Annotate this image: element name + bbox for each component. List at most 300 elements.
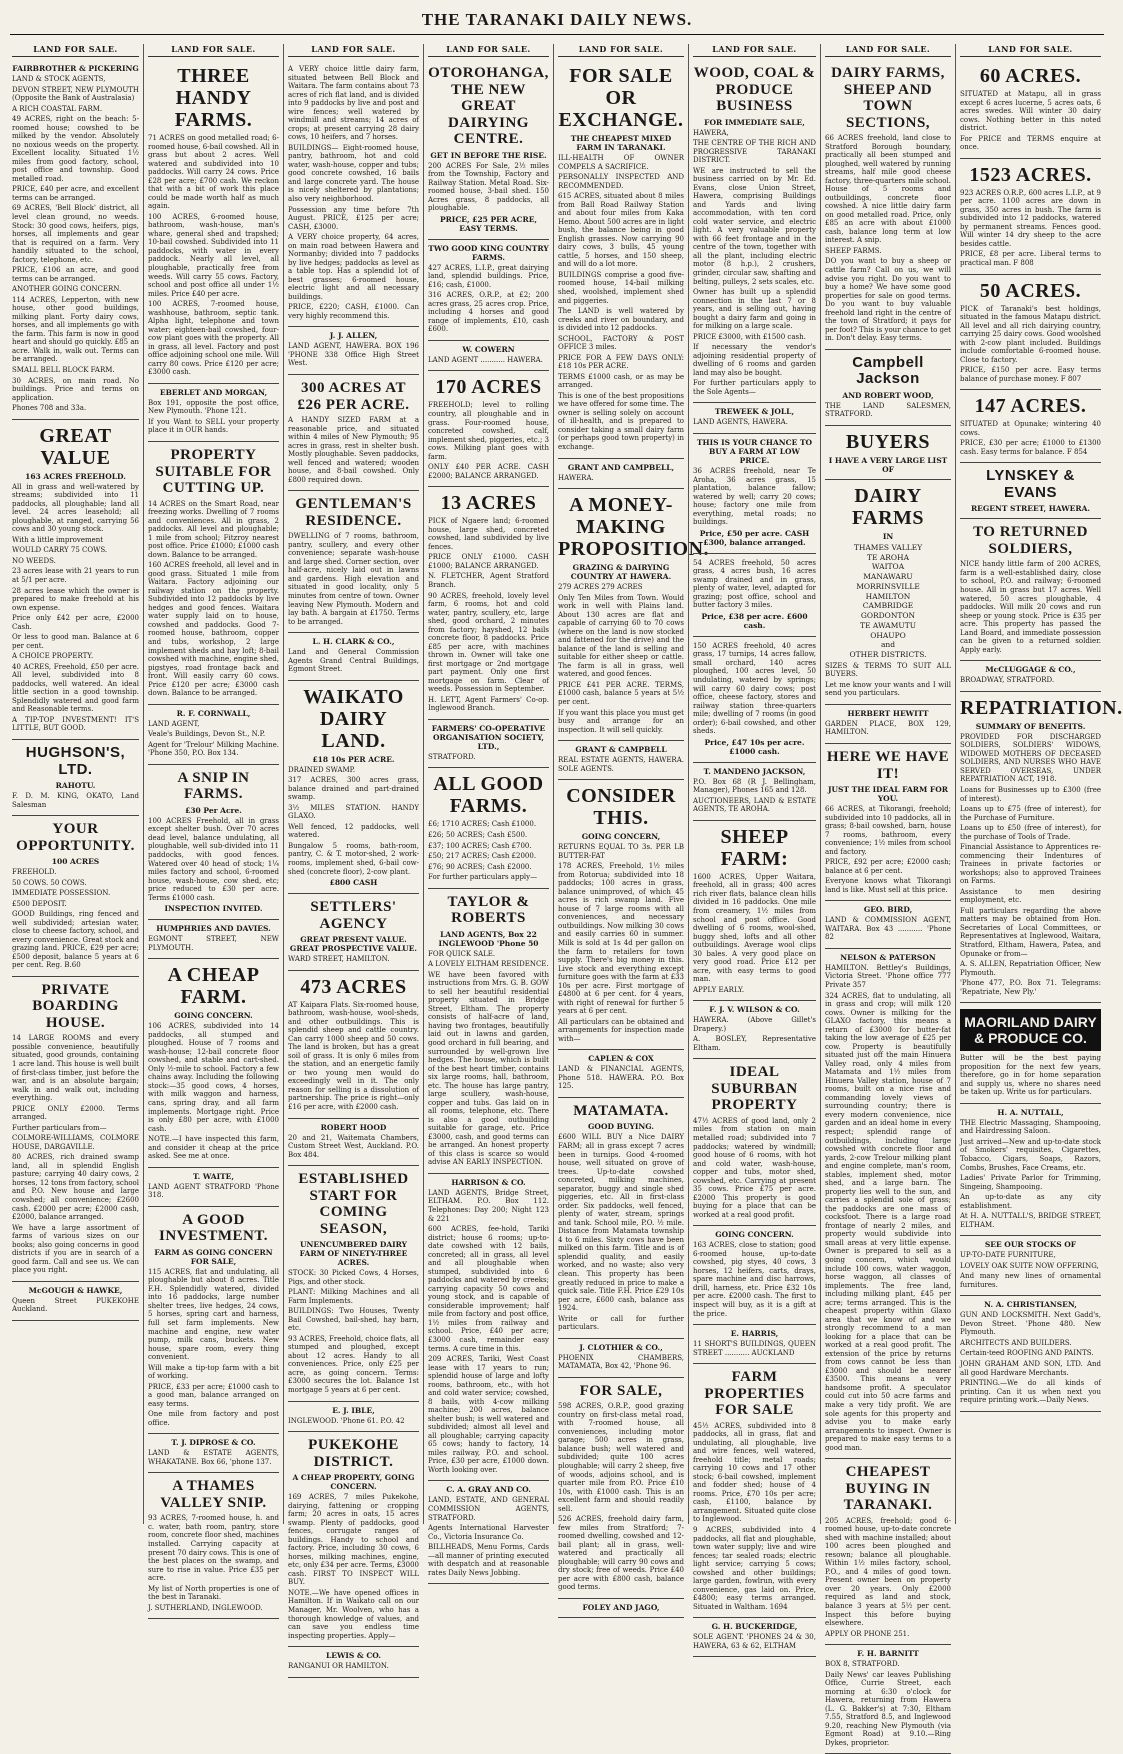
- ad-title: SHEEP FARM:: [720, 825, 789, 870]
- ad-subtitle: UNENCUMBERED DAIRY FARM OF NINETY-THREE ACRES.: [299, 1240, 408, 1268]
- ad-subtitle: GREAT PRESENT VALUE. GREAT PROSPECTIVE VALUE.: [289, 935, 418, 954]
- advertisement: [693, 60, 816, 403]
- ad-paragraph: BOX 8, STRATFORD.: [825, 1660, 900, 1669]
- advertisement: [693, 434, 816, 554]
- ad-paragraph: Butter will be the best paying proposition for the next few years, therefore, go in for home separation and supply us, where no shares need be taken up. Write us for particulars.: [960, 1054, 1101, 1097]
- column-4: [423, 44, 553, 1577]
- ad-paragraph: 28 acres lease which the owner is prepared to make freehold at his own expense.: [12, 586, 139, 612]
- ad-paragraph: LAND & COMMISSION AGENT, WAITARA. Box 43 ........... 'Phone 82: [825, 916, 951, 942]
- advertisement: [825, 949, 951, 1459]
- ad-paragraph: LAND AGENT STRATFORD 'Phone 318.: [148, 1182, 279, 1200]
- ad-paragraph: 50 COWS. 50 COWS.: [12, 878, 87, 887]
- ad-paragraph: ONLY £40 PER ACRE. CASH £2000; BALANCE ARRANGED.: [428, 463, 549, 480]
- advertisement: [288, 1647, 419, 1678]
- advertisement: [825, 426, 951, 480]
- ad-paragraph: HAWERA.: [558, 473, 594, 482]
- ad-paragraph: £6; 1710 ACRES; Cash £1000.: [428, 820, 537, 829]
- ad-subtitle: GET IN BEFORE THE RISE.: [430, 150, 547, 160]
- ad-paragraph: £26; 50 ACRES; Cash £500.: [428, 831, 528, 839]
- ad-title: 60 ACRES.: [979, 65, 1082, 87]
- ad-paragraph: A TIP-TOP INVESTMENT! IT'S LITTLE, BUT GOOD.: [12, 715, 139, 733]
- ad-paragraph: 178 ACRES, Freehold, 1½ miles from Rotorua; subdivided into 18 paddocks; 100 acres in grass, balance unimproved, of which 45 acres is rich swamp land. Five house of 7 large rooms with all conveniences, and necessary outbuildings. Now milking 30 cows and easily carries 60 in summer. Milk is sold at 1s 4d per gallon on the farm to retailers for town supply. There's big money in this. Live stock and everything except furniture goes with the farm at £33 10s per acre. First mortgage of £4800 at 6 per cent. for 4 years, with right of renewal for further 5 years at 6 per cent.: [558, 862, 684, 1016]
- ad-title: IDEAL SUBURBAN PROPERTY: [711, 1064, 798, 1114]
- advertisement: [960, 159, 1101, 275]
- advertisement: [288, 327, 419, 375]
- district-item: THAMES VALLEY: [853, 542, 923, 552]
- ad-title: 300 ACRES AT £26 PER ACRE.: [297, 380, 410, 413]
- advertisement: [693, 1618, 816, 1657]
- ad-paragraph: BUILDINGS: Two Houses, Twenty Bail Cowshed, bail-shed, hay barn, etc.: [288, 1307, 419, 1333]
- ad-paragraph: £76; 90 ACRES; Cash £2000.: [428, 862, 532, 871]
- ad-title: FARM PROPERTIES FOR SALE: [704, 1369, 805, 1419]
- ad-title: ESTABLISHED START FOR COMING SEASON,: [298, 1171, 409, 1237]
- ad-paragraph: 9 ACRES, subdivided into 4 paddocks, all flat and ploughable, town water supply; live and wire fences; tar sealed roads; electric light service; carrying 5 cows; cowshed and other buildings; large garden, fowlrun, with every convenience, gas laid on. Price, £4800; easy terms arranged. Situated in Waltham. 1694: [693, 1526, 816, 1611]
- ad-paragraph: LAND AGENTS, HAWERA.: [693, 418, 788, 427]
- ad-subtitle: A CHEAP PROPERTY, GOING CONCERN.: [292, 1473, 415, 1492]
- ad-paragraph: WE are instructed to sell the business carried on by Mr. Ed. Evans, close Union Street, Hawera, comprising Buildings and Yards and living accommodation, with ten cord cold water service, and electric light. A very valuable property with 66 feet frontage and in the centre of the town, together with all the plant, including electric motor (8 h.p.), 2 crushers, grinder, circular saw, shafting and belting, pulleys, 2 sets scales, etc.: [693, 166, 816, 286]
- advertisement: [428, 768, 549, 888]
- ad-paragraph: PRICE £3000, with £1500 cash.: [693, 332, 806, 341]
- advertisement: [558, 60, 684, 459]
- column-2: [143, 44, 283, 1612]
- ad-subtitle: 100 ACRES: [51, 857, 100, 867]
- ad-paragraph: NO WEEDS.: [12, 556, 56, 565]
- ad-paragraph: 14 LARGE ROOMS and every possible convenience, beautifully situated, good grounds, containing 1 acre land. This house is well built of first-class timber, just before the war, and is an absolute bargain; walk in and walk out, including everything.: [12, 1034, 139, 1103]
- ad-paragraph: H. LETT, Agent Farmers' Co-op. Inglewood Branch.: [428, 695, 549, 713]
- ad-title: A GOOD INVESTMENT.: [159, 1211, 268, 1245]
- ad-title: PUKEKOHE DISTRICT.: [308, 1437, 399, 1470]
- ad-subtitle: THIS IS YOUR CHANCE TO BUY A FARM AT LOW PRICE.: [696, 437, 813, 465]
- ad-paragraph: 40 ACRES, Freehold, £50 per acre. All level, subdivided into 8 paddocks, well watered. An ideal little section in a good township. Splendidly watered and good farm and Reasonable terms.: [12, 662, 139, 714]
- ad-paragraph: SMALL BELL BLOCK FARM.: [12, 366, 115, 374]
- ad-title: A SNIP IN FARMS.: [177, 769, 250, 803]
- ad-paragraph: We have a large assortment of farms of various sizes on our books; also going concerns in good districts if you are in search of a good farm. Call and see us. We can place you right.: [12, 1223, 139, 1275]
- ad-paragraph: APPLY OR PHONE 251.: [825, 1629, 910, 1638]
- advertisement: [148, 959, 279, 1168]
- ad-paragraph: A LOVELY ELTHAM RESIDENCE.: [428, 960, 549, 969]
- ad-price: Price, £47 10s per acre. £1000 cash.: [704, 737, 805, 756]
- ad-paragraph: PERSONALLY INSPECTED AND RECOMMENDED.: [558, 173, 684, 190]
- ad-paragraph: 49 ACRES, right on the beach: 5-roomed house; cowshed to be milked by the vendor. Absolutely no noxious weeds on the property. Excellent locality. Situated 1½ miles from good factory, school, post office and township. Good metalled road.: [12, 115, 139, 183]
- advertisement: [288, 375, 419, 491]
- advertisement: [693, 403, 816, 434]
- advertisement: [960, 1003, 1101, 1104]
- advertisement: [148, 1207, 279, 1435]
- ad-paragraph: PRICE FOR A FEW DAYS ONLY: £18 10s PER ACRE.: [558, 353, 684, 371]
- ad-paragraph: NICE handy little farm of 200 ACRES, farm is a well-established dairy, close to school, P.O. and railway; 6-roomed house. All in grass but 17 acres. Well watered, 50 acres ploughable, 4 paddocks. Will milk 20 cows and run sheep or young stock. Price is £35 per acre. This property has passed the Land Board, and immediate possession can be given to a returned soldier. Apply early.: [960, 560, 1101, 654]
- ad-paragraph: 115 ACRES, flat and undulating, all ploughable but about 8 acres. Title F.H. Splendidly watered, divided into 16 paddocks, large number shelter trees, live hedges, 24 cows, 5 horses, spring cart and harness, full set farm implements. New machine and engine, new water pump, milk cans, buckets. New house, spare room, every thing convenient.: [148, 1267, 279, 1362]
- ad-subtitle: HARRISON & CO.: [451, 1177, 526, 1187]
- ad-paragraph: 150 ACRES freehold, 40 acres grass, 17 turnips, 14 acres fallow, small orchard, 140 acres ploughed, 100 acres level, 50 undulating, watered by springs; will carry 60 dairy cows; post office, cheese factory, stores and railway station three-quarters mile; dwelling of 7 rooms (in good order); 6-bail cowshed, and other sheds.: [693, 641, 816, 736]
- ad-subtitle: GOING CONCERN.: [715, 1230, 794, 1240]
- ad-paragraph: BUILDINGS— Eight-roomed house, pantry, bathroom, hot and cold water, wash-house, copper and tubs; good concrete cowshed, 16 bails and large concrete yard. The house is nicely sheltered by plantations; also very neighborhood.: [288, 143, 419, 203]
- ad-paragraph: COLMORE-WILLIAMS, COLMORE HOUSE, DARGAVILLE.: [12, 1134, 139, 1151]
- ad-paragraph: 93 ACRES, Freehold, choice flats, all stumped and ploughed, except about 12 acres. Handy to all conveniences. Price, only £25 per acre, as going concern. Terms: £3000 secures the lot. Balance 1st mortgage 5 years at 6 per cent.: [288, 1334, 419, 1394]
- ad-paragraph: J. SUTHERLAND, INGLEWOOD.: [148, 1603, 263, 1612]
- ad-paragraph: EGMONT STREET, NEW PLYMOUTH.: [148, 935, 279, 952]
- advertisement: [825, 1645, 951, 1754]
- ad-paragraph: PROVIDED FOR DISCHARGED SOLDIERS, SOLDIERS' WIDOWS, WIDOWED MOTHERS OF DECEASED SOLDIERS, AND NURSES WHO HAVE SERVED OVERSEAS, UNDER REPATRIATION ACT, 1918.: [960, 732, 1101, 784]
- ad-paragraph: AUCTIONEERS, LAND & ESTATE AGENTS, TE AROHA.: [693, 796, 816, 814]
- ad-paragraph: 45½ ACRES, subdivided into 8 paddocks, all in grass, flat and undulating, all ploughable, live and wire fences, well watered, freehold title; metal roads; carrying 10 cows and 17 other stock; 6-bail cowshed, implement and fodder shed; house of 4 rooms. Price, £70 10s per acre; cash, £1100, balance by arrangement. Situated quite close to Inglewood.: [693, 1421, 816, 1524]
- advertisement: [558, 489, 710, 741]
- ad-paragraph: Certain-teed ROOFING AND PAINTS.: [960, 1349, 1094, 1358]
- ad-paragraph: BROADWAY, STRATFORD.: [960, 676, 1055, 685]
- ad-subtitle: LAND AGENTS, Box 22 INGLEWOOD 'Phone 50: [438, 929, 539, 948]
- district-item: TE AWAMUTU: [859, 620, 917, 630]
- ad-paragraph: INGLEWOOD. 'Phone 61. P.O. 42: [288, 1416, 405, 1425]
- ad-subtitle: E. HARRIS,: [730, 1329, 779, 1339]
- ad-title: CHEAPEST BUYING IN TARANAKI.: [843, 1464, 933, 1514]
- advertisement: [960, 519, 1101, 661]
- ad-subtitle: I HAVE A VERY LARGE LIST OF: [828, 455, 948, 474]
- advertisement: [558, 741, 684, 780]
- column-6: [688, 44, 820, 1650]
- ad-subtitle: W. COWERN: [462, 344, 515, 354]
- ad-subtitle: FOR IMMEDIATE SALE,: [704, 117, 805, 127]
- ad-paragraph: 169 ACRES, 7 miles Pukekohe, dairying, fattening or cropping farm; 20 acres in oats, 15 acres swamp. Plenty of paddocks, good fences, corrugate ranges of buildings. Handy to school and factory. Price, including 30 cows, 6 horses, milking machines, engine, etc, only £34 per acre. Terms, £3000 cash. FIRST TO INSPECT WILL BUY.: [288, 1493, 419, 1587]
- advertisement: [12, 60, 139, 420]
- advertisement: [288, 491, 419, 633]
- ad-paragraph: ILL-HEALTH OF OWNER COMPELS A SACRIFICE.: [558, 154, 684, 171]
- advertisement: [288, 1166, 419, 1401]
- ad-title: GENTLEMAN'S RESIDENCE.: [295, 496, 412, 529]
- ad-paragraph: PLANT: Milking Machines and all Farm Implements.: [288, 1288, 419, 1305]
- ad-paragraph: GARDEN PLACE, BOX 129, HAMILTON.: [825, 719, 951, 737]
- ad-title: A CHEAP FARM.: [167, 964, 260, 1009]
- ad-paragraph: 106 ACRES, subdivided into 14 paddocks, all stumped and ploughed. House of 7 rooms and wash-house; 12-bail concrete floor cowshed, and stable and cart-shed. Only ½-mile to school. Factory a few chains away. Including the following stock:—35 good cows, 4 horses, with milk waggon and harness, cans, spring dray, and all farm implements. Mortgage right. Price is only £80 per acre, with £1000 cash.: [148, 1022, 279, 1133]
- advertisement: [148, 705, 279, 765]
- ad-paragraph: Write or call for further particulars.: [558, 1314, 684, 1332]
- ad-paragraph: STOCK: 30 Picked Cows, 4 Horses, Pigs, and other stock.: [288, 1269, 419, 1286]
- ad-title: CONSIDER THIS.: [566, 785, 676, 830]
- advertisement: [693, 1325, 816, 1364]
- ad-title: 170 ACRES: [435, 376, 542, 399]
- ad-price: £800 CASH: [329, 878, 378, 888]
- ad-paragraph: Everyone knows what Tikorangi land is like. Must sell at this price.: [825, 877, 951, 894]
- advertisement: [960, 390, 1101, 463]
- ad-subtitle: SEE OUR STOCKS OF: [984, 1240, 1077, 1250]
- ad-paragraph: FREEHOLD; level to rolling country, all ploughable and in grass. Four-roomed house, concreted cowshed, calf, implement shed, piggeries, etc.; 3 cows. Milking plant goes with farm.: [428, 401, 549, 461]
- ad-title: TAYLOR & ROBERTS: [447, 893, 530, 927]
- advertisement: [960, 275, 1101, 391]
- ad-paragraph: DEVON STREET, NEW PLYMOUTH (Opposite the Bank of Australasia): [12, 85, 139, 103]
- ad-subtitle: 163 ACRES FREEHOLD.: [25, 471, 126, 481]
- ad-title: YOUR OPPORTUNITY.: [16, 821, 135, 854]
- masthead: [0, 0, 1114, 40]
- advertisement: [288, 681, 419, 894]
- ad-paragraph: SITUATED at Opunake; wintering 40 cows.: [960, 420, 1101, 437]
- ad-paragraph: SITUATED at Matapu, all in grass except 6 acres lucerne, 5 acres oats, 6 acres swedes. Will winter 30 dairy cows. Nothing better in this noted district.: [960, 90, 1101, 133]
- column-8: [955, 44, 1123, 1524]
- ad-paragraph: Will make a tip-top farm with a bit of working.: [148, 1363, 279, 1381]
- ad-paragraph: 205 ACRES, freehold; good 6-roomed house, up-to-date concrete shed with machine installed; about 100 acres been ploughed and resown; balance all ploughable. Within 1½ miles factory, school, P.O., and 4 miles of good town. Present owner been on property over 20 years. Only £2000 required as land and stock, balance 3 years at 5½ per cent. Inspect this before buying elsewhere.: [825, 1516, 951, 1628]
- advertisement: [558, 1050, 684, 1098]
- advertisement: [288, 1432, 419, 1647]
- ad-paragraph: A HANDY SIZED FARM at a reasonable price, and situated within 4 miles of New Plymouth; 95 acres in grass, rest in shelter bush. Mostly ploughable. Seven paddocks, well fenced and watered; wooden house, and 8-bail cowshed. Only £800 required down.: [288, 416, 419, 484]
- advertisement: [960, 661, 1101, 692]
- ad-subtitle: FARM AS GOING CONCERN FOR SALE,: [154, 1247, 273, 1266]
- ad-paragraph: 'Phone 477, P.O. Box 71. Telegrams: 'Repatriate, New Ply.': [960, 979, 1101, 996]
- ad-paragraph: A RICH COASTAL FARM.: [12, 104, 103, 113]
- ad-subtitle: £18 10s PER ACRE.: [312, 754, 395, 764]
- ad-subtitle: GRANT AND CAMPBELL,: [567, 462, 675, 472]
- ad-paragraph: Queen Street PUKEKOHE Auckland.: [12, 1296, 139, 1314]
- ad-paragraph: PHOENIX CHAMBERS, MATAMATA, Box 42, 'Phone 96.: [558, 1353, 684, 1371]
- ad-subtitle: GOING CONCERN,: [581, 832, 661, 842]
- ad-title: PRIVATE BOARDING HOUSE.: [32, 981, 119, 1031]
- ad-title: WOOD, COAL & PRODUCE BUSINESS: [693, 65, 816, 114]
- ad-subtitle: £30 Per Acre.: [185, 805, 242, 815]
- ad-paragraph: THE Electric Massaging, Shampooing, and Hairdressing Saloon.: [960, 1118, 1101, 1136]
- ad-paragraph: Loans up to £50 (free of interest), for the purchase of Tools of Trade.: [960, 824, 1101, 841]
- district-item: OTHER DISTRICTS.: [849, 650, 927, 660]
- ad-title: HUGHSON'S, LTD.: [25, 744, 126, 778]
- advertisement: [825, 1459, 951, 1645]
- ad-paragraph: BUILDINGS comprise a good five-roomed house, 14-bail milking shed, woolshed, implement shed and piggeries.: [558, 270, 684, 305]
- district-item: WAITOA: [871, 562, 905, 572]
- ad-subtitle: F. J. V. WILSON & CO.: [709, 1005, 800, 1015]
- advertisement: [12, 1282, 139, 1321]
- ad-subtitle: SUMMARY OF BENEFITS.: [975, 721, 1086, 731]
- ad-paragraph: SIZES & TERMS TO SUIT ALL BUYERS.: [825, 661, 951, 679]
- ad-paragraph: If you Want to SELL your property place it in OUR hands.: [148, 417, 279, 435]
- ad-paragraph: F. D. M. KING, OKATO, Land Salesman: [12, 792, 139, 809]
- ad-title: THREE HANDY FARMS.: [174, 65, 253, 131]
- ad-paragraph: 54 ACRES freehold, 50 acres grass, 4 acres bush, 16 acres swamp drained and in grass, plenty of water, level, adapted for grazing; post office, school and butter factory 3 miles.: [693, 558, 816, 610]
- ad-paragraph: Further particulars from—: [12, 1123, 107, 1132]
- ad-paragraph: SHEEP FARMS.: [825, 246, 882, 255]
- column-heading: LAND FOR SALE.: [12, 44, 139, 57]
- ad-paragraph: 600 ACRES, fee-hold, Tariki district; house 6 rooms; up-to-date cowshed with 12 bails, concreted; all in grass, all level and all ploughable when stumped, subdivided into 6 paddocks and watered by creeks; carrying capacity 50 cows and young stock, and is capable of considerable improvement; half mile from factory and post office, 1½ miles from railway and school. Price, £40 per acre; £3000 cash, remainder easy terms. A cure time in this.: [428, 1225, 549, 1353]
- ad-paragraph: LAND & FINANCIAL AGENTS, Phone 518. HAWERA. P.O. Box 125.: [558, 1065, 684, 1091]
- ad-subtitle: FARMERS' CO-OPERATIVE ORGANISATION SOCIETY, LTD.,: [431, 723, 546, 751]
- ad-paragraph: All in grass and well-watered by streams; subdivided into 11 paddocks, all ploughable; land all level. 24 acres leasehold; all ploughable, at ranged, carrying 56 cows and 30 young stock.: [12, 482, 139, 534]
- ad-title: DAIRY FARMS: [851, 484, 925, 529]
- ad-price: PRICE, £25 PER ACRE, EASY TERMS.: [439, 214, 538, 233]
- ad-paragraph: TERMS £1000 cash, or as may be arranged.: [558, 372, 684, 390]
- ad-subtitle: T. MANDENO JACKSON,: [703, 766, 806, 776]
- ad-paragraph: 20 and 21, Waitemata Chambers, Custom Street West, Auckland. P.O. Box 484.: [288, 1133, 419, 1159]
- ad-paragraph: FOR QUICK SALE.: [428, 949, 496, 958]
- ad-paragraph: PRICE, £220; CASH, £1000. Can very highly recommend this.: [288, 303, 419, 320]
- district-item: HAMILTON: [865, 591, 911, 601]
- district-item: CAMBRIDGE: [862, 601, 914, 611]
- ad-paragraph: PRICE ONLY £2000. Terms arranged.: [12, 1104, 139, 1122]
- ad-paragraph: LAND AGENTS, Bridge Street, ELTHAM. P.O. Box 112. Telephones: Day 200; Night 123 & 221: [428, 1188, 549, 1223]
- advertisement: [148, 384, 279, 442]
- ad-title: FOR SALE OR EXCHANGE.: [558, 65, 684, 131]
- ad-subtitle: GRAZING & DAIRYING COUNTRY AT HAWERA.: [570, 563, 672, 582]
- ad-paragraph: THE CENTRE OF THE RICH AND PROGRESSIVE TARANAKI DISTRICT.: [693, 139, 816, 165]
- advertisement: [693, 763, 816, 821]
- column-heading: LAND FOR SALE.: [825, 44, 951, 57]
- ad-paragraph: Or less to good man. Balance at 6 per cent.: [12, 633, 139, 650]
- ad-subtitle: McGOUGH & HAWKE,: [28, 1285, 123, 1295]
- ad-paragraph: At H. A. NUTTALL'S, BRIDGE STREET, ELTHAM.: [960, 1212, 1101, 1229]
- ad-title: REPATRIATION.: [960, 696, 1123, 719]
- ad-title: OTOROHANGA, THE NEW GREAT DAIRYING CENTRE.: [428, 65, 549, 147]
- ad-paragraph: ARCHITECTS AND BUILDERS.: [960, 1338, 1072, 1347]
- ad-paragraph: With a little improvement: [12, 535, 104, 544]
- ad-subtitle: N. A. CHRISTIANSEN,: [984, 1300, 1077, 1310]
- advertisement: [693, 821, 816, 1001]
- ad-paragraph: A CHOICE PROPERTY.: [12, 652, 94, 661]
- ad-paragraph: £50; 217 ACRES; Cash £2000.: [428, 852, 537, 861]
- ad-subtitle: REGENT STREET, HAWERA.: [970, 504, 1091, 514]
- ad-paragraph: Box 191, opposite the post office, New Plymouth. 'Phone 121.: [148, 398, 279, 416]
- ad-subtitle: HERBERT HEWITT: [847, 708, 929, 718]
- advertisement: [428, 60, 549, 240]
- ad-paragraph: HAWERA,: [693, 128, 729, 137]
- ad-paragraph: FREEHOLD.: [12, 868, 57, 877]
- column-heading: LAND FOR SALE.: [148, 44, 279, 57]
- ad-title: GREAT VALUE: [39, 424, 112, 469]
- ad-paragraph: £37; 100 ACRES; Cash £700.: [428, 841, 532, 850]
- ad-paragraph: GUN AND LOCKSMITH. Next Gadd's, Devon Street. 'Phone 480. New Plymouth.: [960, 1311, 1101, 1337]
- advertisement: [12, 977, 139, 1282]
- ad-title: 147 ACRES.: [974, 395, 1087, 418]
- ad-subtitle: CAPLEN & COX: [588, 1054, 654, 1064]
- ad-paragraph: STRATFORD.: [428, 752, 476, 761]
- column-1: [8, 44, 143, 1524]
- ad-paragraph: One mile from factory and post office.: [148, 1410, 279, 1427]
- ad-paragraph: P.O. Box 68 (R J. Bellingham, Manager), Phones 165 and 128.: [693, 777, 816, 795]
- advertisement: [960, 1296, 1101, 1411]
- ad-subtitle: C. A. GRAY AND CO.: [446, 1485, 531, 1495]
- column-heading: LAND FOR SALE.: [960, 44, 1101, 57]
- ad-paragraph: JOHN GRAHAM AND SON, LTD. And all good Hardware Merchants.: [960, 1360, 1101, 1377]
- advertisement: [428, 487, 549, 720]
- advertisement: [558, 1098, 684, 1339]
- ad-paragraph: 100 ACRES Freehold, all in grass except shelter bush. Over 70 acres dead level, balance undulating, all ploughable, well sub-divided into 11 paddocks, with good fences. Watered over 40 head of stock; 1¼ miles factory and school, 6-roomed house, wash-house, cow shed, etc; price reduced to £30 per acre. Terms £1000 cash.: [148, 816, 279, 902]
- advertisement: [428, 371, 549, 487]
- ad-paragraph: Ladies' Private Parlor for Trimming, Singeing, Shampooing.: [960, 1174, 1101, 1191]
- ad-title: 1523 ACRES.: [969, 163, 1092, 186]
- advertisement: [428, 1174, 549, 1482]
- ad-paragraph: WOULD CARRY 75 COWS.: [12, 546, 108, 555]
- ad-title: ALL GOOD FARMS.: [433, 773, 544, 818]
- advertisement: [428, 889, 549, 1174]
- ad-paragraph: 100 ACRES, 7-roomed house, washhouse, bathroom, septic tank. Alpha light, telephone and town water; eighteen-bail cowshed, four-cow plant goes with the property. All in grass, all level. Factory and post office adjoining school one mile. Will carry 80 cows. Price £120 per acre; £3000 cash.: [148, 300, 279, 377]
- ad-title: PROPERTY SUITABLE FOR CUTTING UP.: [155, 447, 272, 496]
- ad-price: INSPECTION INVITED.: [164, 904, 263, 914]
- ad-paragraph: 598 ACRES, O.R.P., good grazing country on first-class metal road, with 7-roomed house, all conveniences, including motor garage; 500 acres in grass, balance bush; well watered and subdivided; quite 100 acres ploughable; will carry 2 sheep, five of woods, adjoins school, and is quarter mile from P.O. Price £10 10s, with £1000 cash. This is an excellent farm and should readily sell.: [558, 1402, 684, 1513]
- ad-subtitle: ROBERT HOOD: [320, 1122, 387, 1132]
- ad-paragraph: DWELLING of 7 rooms, bathroom, pantry, scullery, and every other convenience; separate wash-house and large shed. Corner section, over half-acre, nicely laid out in lawns and gardens. High elevation and situated in good locality, only 5 minutes from centre of town. Owner leaving New Plymouth. Modern and lay bath. A bargain at £1750. Terms to be arranged.: [288, 532, 419, 626]
- advertisement: [960, 1104, 1101, 1236]
- ad-paragraph: 66 ACRES, at Tikorangi, freehold; subdivided into 10 paddocks, all in grass; 8-bail cowshed, barn, house 7 rooms, bathroom, every convenience; 1½ miles from school and factory.: [825, 805, 951, 856]
- ad-subtitle: FOLEY AND JAGO,: [582, 1602, 660, 1612]
- ad-paragraph: A VERY choice property, 64 acres, on main road between Hawera and Normanby; divided into 7 paddocks by live hedges; paddocks as level as a table top. Has a splendid lot of best grasses; 6-roomed house, electric light and all necessary buildings.: [288, 233, 419, 301]
- ad-paragraph: N. FLETCHER, Agent Stratford Branch.: [428, 572, 549, 589]
- advertisement: [428, 720, 549, 769]
- ad-subtitle: THE CHEAPEST MIXED FARM IN TARANAKI.: [570, 134, 672, 152]
- ad-subtitle: G. H. BUCKERIDGE,: [711, 1622, 798, 1632]
- ad-paragraph: APPLY EARLY.: [693, 985, 745, 994]
- ad-subtitle: E. J. IBLE,: [332, 1405, 375, 1415]
- advertisement: [693, 554, 816, 637]
- ad-paragraph: PRICE, £8 per acre. Liberal terms to practical man. F 808: [960, 250, 1101, 267]
- ad-paragraph: Well fenced, 12 paddocks, well watered.: [288, 822, 419, 840]
- ad-subtitle: TREWEEK & JOLL,: [714, 407, 795, 417]
- ad-paragraph: For further particulars apply—: [428, 873, 538, 882]
- ad-paragraph: RETURNS EQUAL TO 3s. PER LB BUTTER-FAT: [558, 843, 684, 860]
- ad-paragraph: PRICE, £33 per acre; £1000 cash to a good man, balance arranged on easy terms.: [148, 1382, 279, 1408]
- ad-paragraph: WARD STREET, HAMILTON.: [288, 955, 390, 964]
- ad-paragraph: NOTE.—I have inspected this farm, and consider it cheap at the price asked. See me at once.: [148, 1135, 279, 1161]
- newspaper-title: THE TARANAKI DAILY NEWS.: [421, 10, 693, 29]
- ad-subtitle: GOOD BUYING.: [588, 1122, 654, 1132]
- ad-paragraph: 71 ACRES on good metalled road; 6-roomed house, 6-bail cowshed. All in grass but about 2 acres. Well watered and subdivided into 10 paddocks. Will carry 24 cows. Price £28 per acre; £700 cash. We reckon that with a bit of work this place could be made worth half as much again.: [148, 134, 279, 211]
- advertisement: [558, 459, 684, 490]
- ad-subtitle: FAIRBROTHER & PICKERING: [12, 64, 139, 73]
- ad-paragraph: 14 ACRES on the Smart Road, near freezing works. Dwelling of 7 rooms and conveniences. All in grass, 2 paddocks. All level and ploughable; 1 mile from school; Fitzroy nearest post office. Price £1000; £1000 cash down. Balance to be arranged.: [148, 499, 279, 559]
- ad-paragraph: PRICE, £150 per acre. Easy terms balance of purchase money. F 807: [960, 366, 1101, 383]
- advertisement: [288, 1402, 419, 1433]
- ad-paragraph: Loans up to £75 (free of interest), for the Purchase of Furniture.: [960, 805, 1101, 822]
- ad-paragraph: 23 acres lease with 21 years to run at 5/1 per acre.: [12, 567, 139, 584]
- ad-title: A THAMES VALLEY SNIP.: [160, 1478, 267, 1511]
- district-item: GORDONTON: [860, 611, 916, 621]
- advertisement: [693, 1001, 816, 1059]
- column-heading: LAND FOR SALE.: [428, 44, 549, 57]
- ad-paragraph: 1600 ACRES, Upper Waitara, freehold, all in grass; 400 acres rich river flats, balance clean hills divided in 16 paddocks. One mile from creamery, 1½ miles from school and post office. Good dwelling of 6 rooms, wool-shed, buggy shed, lofts and all other outbuildings. Average wool clips 30 bales. A very good place on very good road. Price £12 per acre, with easy terms to good man.: [693, 872, 816, 984]
- ad-paragraph: An up-to-date as any city establishment.: [960, 1193, 1101, 1210]
- masthead-rule: [10, 34, 1104, 35]
- ad-subtitle: TWO GOOD KING COUNTRY FARMS.: [428, 243, 549, 262]
- ad-paragraph: PRINTING.—We do all kinds of printing. Can it us when next you require printing work.—Daily News.: [960, 1379, 1101, 1405]
- ad-paragraph: SOLE AGENT. 'PHONES 24 & 30, HAWERA, 63 & 62, ELTHAM: [693, 1633, 816, 1650]
- ad-paragraph: 90 ACRES, freehold, lovely level farm, 6 rooms, hot and cold water, pantry, scullery, etc, large shed, good orchard, 2 minutes from factory; hayshed, 12 bails concrete floor, 8 paddocks. Price £85 per acre, with machines thrown in. Owner will take one first mortgage or 2nd mortgage part payment. Only one first mortgage on farm. Clear of weeds. Possession in September.: [428, 591, 549, 694]
- ad-paragraph: AT Kaipara Flats. Six-roomed house, bathroom, wash-house, wool-sheds, and other outbuildings. This is splendid sheep and cattle country. Can carry 1000 sheep and 50 cows. The land is broken, but has a great soil of grass. It is only 6 miles from the station, and an energetic family or two young men would do exceedingly well in it. The only reason for selling is a dissolution of partnership. The price is right—only £16 per acre, with £2000 cash.: [288, 1000, 419, 1111]
- ad-paragraph: Assistance to men desiring employment, etc.: [960, 887, 1101, 905]
- column-7: [820, 44, 955, 1747]
- advertisement: [148, 920, 279, 959]
- ad-paragraph: HAWERA. (Above Gillet's Drapery.): [693, 1016, 816, 1033]
- ad-paragraph: Land and General Commission Agents Grand Central Buildings, Egmont Street.: [288, 648, 419, 674]
- ad-paragraph: 163 ACRES, close to station; good 6-roomed house, up-to-date cowshed, pig styes, 40 cows, 3 horses, 12 heifers, carts, drays, spare machine and disc harrows, drill, harness, etc. Price £32 10s per acre. £2000 cash. The first to inspect will buy, as it is a gift at the price.: [693, 1241, 816, 1318]
- ad-subtitle: T. J. DIPROSE & CO.: [171, 1438, 256, 1448]
- ad-paragraph: PICK of Ngaere land; 6-roomed house, large shed, concreted cowshed, land subdivided by live fences.: [428, 517, 549, 551]
- ad-paragraph: Agent for 'Trelour' Milking Machine. 'Phone 350, P.O. Box 134.: [148, 740, 279, 758]
- ad-paragraph: PRICE, £92 per acre; £2000 cash; balance at 6 per cent.: [825, 858, 951, 875]
- ad-paragraph: 200 ACRES For Sale, 2½ miles from the Township, Factory and Railway Station. Metal Road. Six-roomed house, 3-bail shed. 150 Acres grass, 8 paddocks, all ploughable.: [428, 161, 549, 213]
- ad-paragraph: Just arrived—New and up-to-date stock of Smokers' requisites, Cigarettes, Tobacco, Cigars, Soaps, Razors, Combs, Brushes, Face Creams, etc.: [960, 1137, 1101, 1172]
- ad-paragraph: My list of North properties is one of the best in Taranaki.: [148, 1584, 279, 1602]
- advertisement: [960, 692, 1123, 1003]
- ad-title: SETTLERS' AGENCY: [310, 899, 397, 932]
- ad-paragraph: REAL ESTATE AGENTS, HAWERA. SOLE AGENTS.: [558, 756, 684, 773]
- ad-paragraph: ANOTHER GOING CONCERN.: [12, 285, 122, 294]
- ad-subtitle: T. WAITE,: [192, 1171, 234, 1181]
- ad-title: FOR SALE,: [579, 1382, 663, 1399]
- advertisement: [288, 894, 419, 971]
- district-item: and: [880, 640, 896, 650]
- ad-paragraph: 11 SHORT'S BUILDINGS, QUEEN STREET ........... AUCKLAND: [693, 1340, 816, 1357]
- advertisement: [288, 1119, 419, 1167]
- ad-paragraph: Owner has built up a splendid connection in the last 7 or 8 years, and is selling out, having bought a dairy farm and going in for milking on a large scale.: [693, 288, 816, 331]
- ad-subtitle: GOING CONCERN.: [174, 1011, 253, 1021]
- advertisement: [825, 480, 951, 705]
- ad-paragraph: 69 ACRES, 'Bell Block' district, all level clean ground, no weeds. Stock: 30 good cows, heifers, pigs, horses, all implements and gear that is required on a farm. Very handily situated to the school, factory, telephone, etc.: [12, 204, 139, 264]
- ad-paragraph: Daily News' car leaves Publishing Office, Currie Street, each morning at 6:30 o'clock for Hawera, returning from Hawera (L. G. Bakker's) at 7:30, Eltham 7.55, Stratford 8.5, and Inglewood 9.20, reaching New Plymouth (via Egmont Road) at 9.10.—Ring Dykes, proprietor.: [825, 1670, 951, 1747]
- column-3: [283, 44, 423, 1671]
- ad-paragraph: WE have been favored with instructions from Mrs. G. B. GOW to sell her beautiful residential property situated in Bridge Street, Eltham. The property consists of half-acre of land, having two frontages, beautifully laid out in lawns and garden, good orchard in full bearing, and surrounded by well-grown live hedges. The house, which is built of the best heart timber, contains six large rooms, hall, bathroom, etc. The house has large pantry, large scullery, wash-house, copper and tubs. Gas laid on in all rooms, telephone, etc. There is also a good outbuilding suitable for garage, etc. Price £3000, cash, and good terms can be arranged. An honest property of this class is scarce so would advise AN EARLY INSPECTION.: [428, 970, 549, 1167]
- advertisement: [148, 1434, 279, 1473]
- ad-subtitle: GRANT & CAMPBELL: [575, 745, 667, 755]
- ad-paragraph: GOOD Buildings, ring fenced and well subdivided; artesian water, close to cheese factory, school, and every convenience. Great stock and grazing land. PRICE, £29 per acre; £500 deposit, balance 5 years at 6 per cent. Reg. B.60: [12, 910, 139, 970]
